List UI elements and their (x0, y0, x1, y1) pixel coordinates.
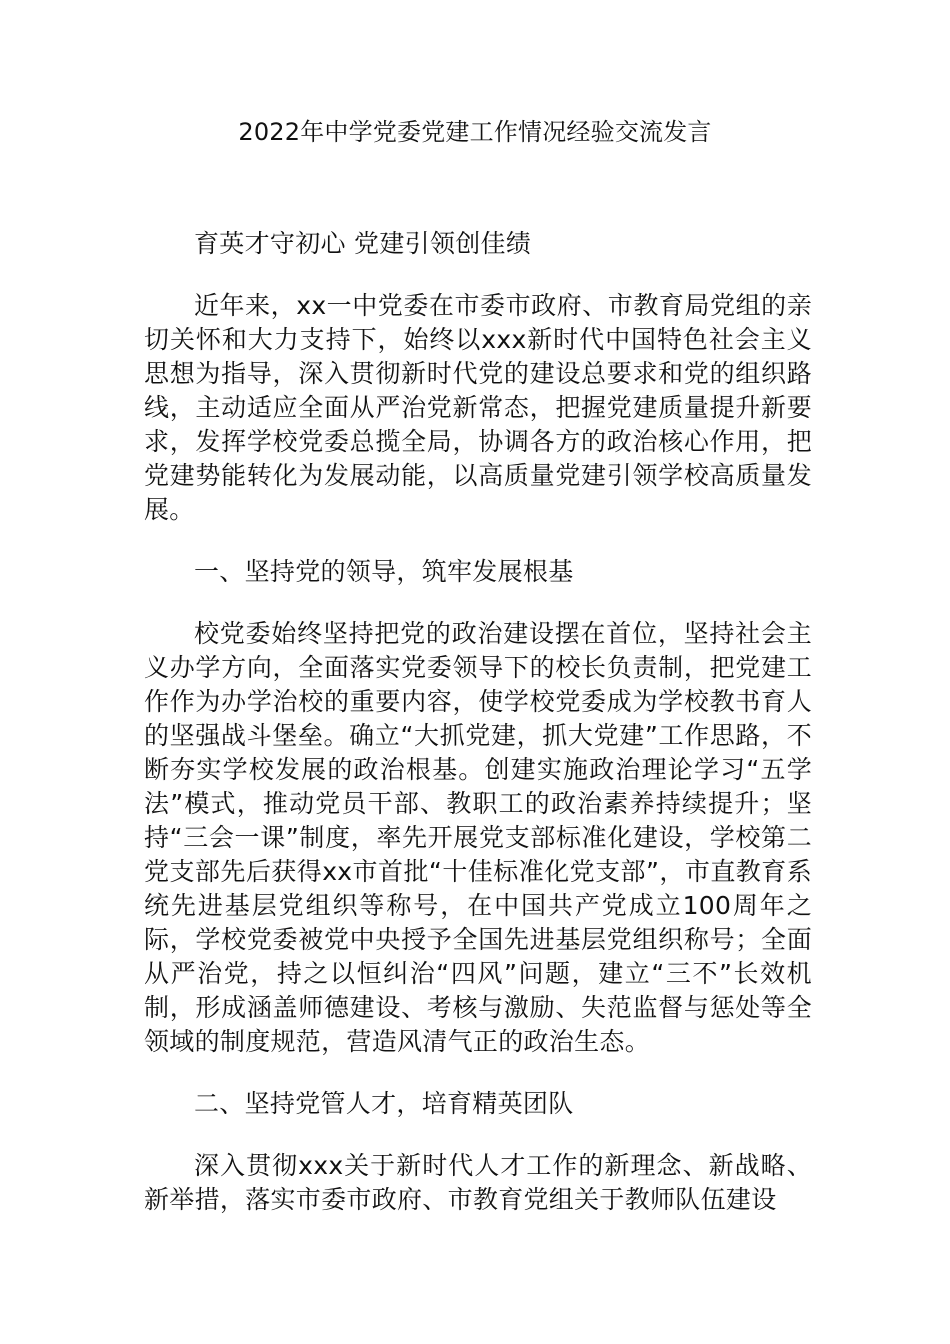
section-1-paragraph: 校党委始终坚持把党的政治建设摆在首位，坚持社会主义办学方向，全面落实党委领导下的校长负责制，把党建工作作为办学治校的重要内容，使学校党委成为学校教书育人的坚强战斗堡垒。确立“大抓党建，抓大党建”工作思路，不断夯实学校发展的政治根基。创建实施政治理论学习“五学法”模式，推动党员干部、教职工的政治素养持续提升；坚持“三会一课”制度，率先开展党支部标准化建设，学校第二党支部先后获得xx市首批“十佳标准化党支部”，市直教育系统先进基层党组织等称号，在中国共产党成立100周年之际，学校党委被党中央授予全国先进基层党组织称号；全面从严治党，持之以恒纠治“四风”问题，建立“三不”长效机制，形成涵盖师德建设、考核与激励、失范监督与惩处等全领域的制度规范，营造风清气正的政治生态。 (144, 619, 812, 1056)
document-subtitle: 育英才守初心 党建引领创佳绩 (194, 229, 532, 258)
document-title: 2022年中学党委党建工作情况经验交流发言 (238, 118, 712, 146)
section-1-heading: 一、坚持党的领导，筑牢发展根基 (194, 557, 574, 586)
intro-paragraph: 近年来，xx一中党委在市委市政府、市教育局党组的亲切关怀和大力支持下，始终以xxx新时代中国特色社会主义思想为指导，深入贯彻新时代党的建设总要求和党的组织路线，主动适应全面从严治党新常态，把握党建质量提升新要求，发挥学校党委总揽全局，协调各方的政治核心作用，把党建势能转化为发展动能，以高质量党建引领学校高质量发展。 (144, 291, 812, 524)
section-2-paragraph: 深入贯彻xxx关于新时代人才工作的新理念、新战略、新举措，落实市委市政府、市教育党组关于教师队伍建设 (144, 1151, 812, 1214)
section-2-heading: 二、坚持党管人才，培育精英团队 (194, 1089, 574, 1118)
document-body (144, 227, 812, 1245)
